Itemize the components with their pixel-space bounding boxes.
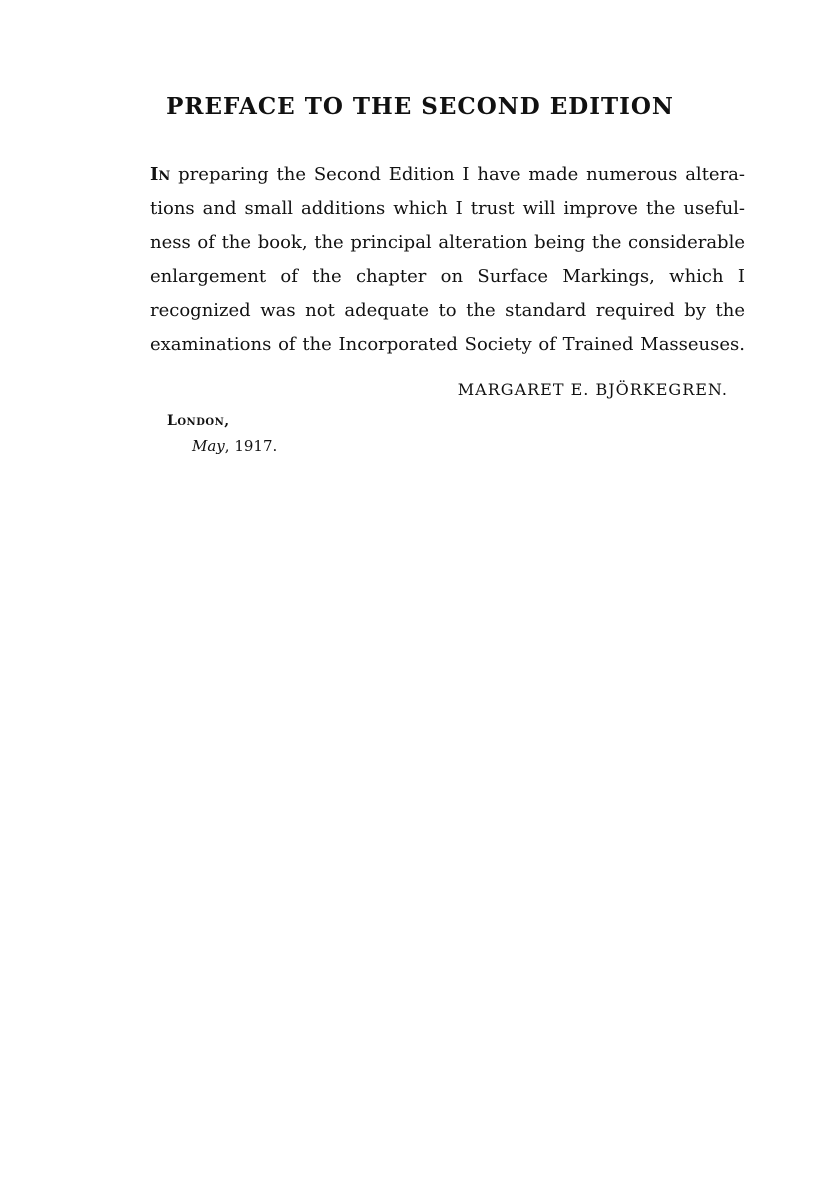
paragraph-line-1-text: preparing the Second Edition I have made numerous altera- (170, 164, 745, 185)
date-of-writing (192, 437, 277, 455)
date-year: , 1917. (224, 437, 278, 455)
paragraph-line-6: examinations of the Incorporated Society of Trained Masseuses. (150, 334, 745, 355)
author-signature: MARGARET E. BJÖRKEGREN. (457, 380, 728, 399)
date-month: May (192, 437, 225, 455)
place-of-writing: London, (167, 413, 230, 429)
paragraph-line-3: ness of the book, the principal alteration being the considerable (150, 232, 745, 253)
drop-cap: In (150, 164, 171, 185)
paragraph-line-1 (150, 158, 745, 192)
page-title: PREFACE TO THE SECOND EDITION (166, 93, 674, 120)
paragraph-line-2: tions and small additions which I trust will improve the useful- (150, 198, 745, 219)
preface-paragraph (150, 158, 745, 362)
paragraph-line-5: recognized was not adequate to the standard required by the (150, 300, 745, 321)
paragraph-line-4: enlargement of the chapter on Surface Markings, which I (150, 266, 745, 287)
